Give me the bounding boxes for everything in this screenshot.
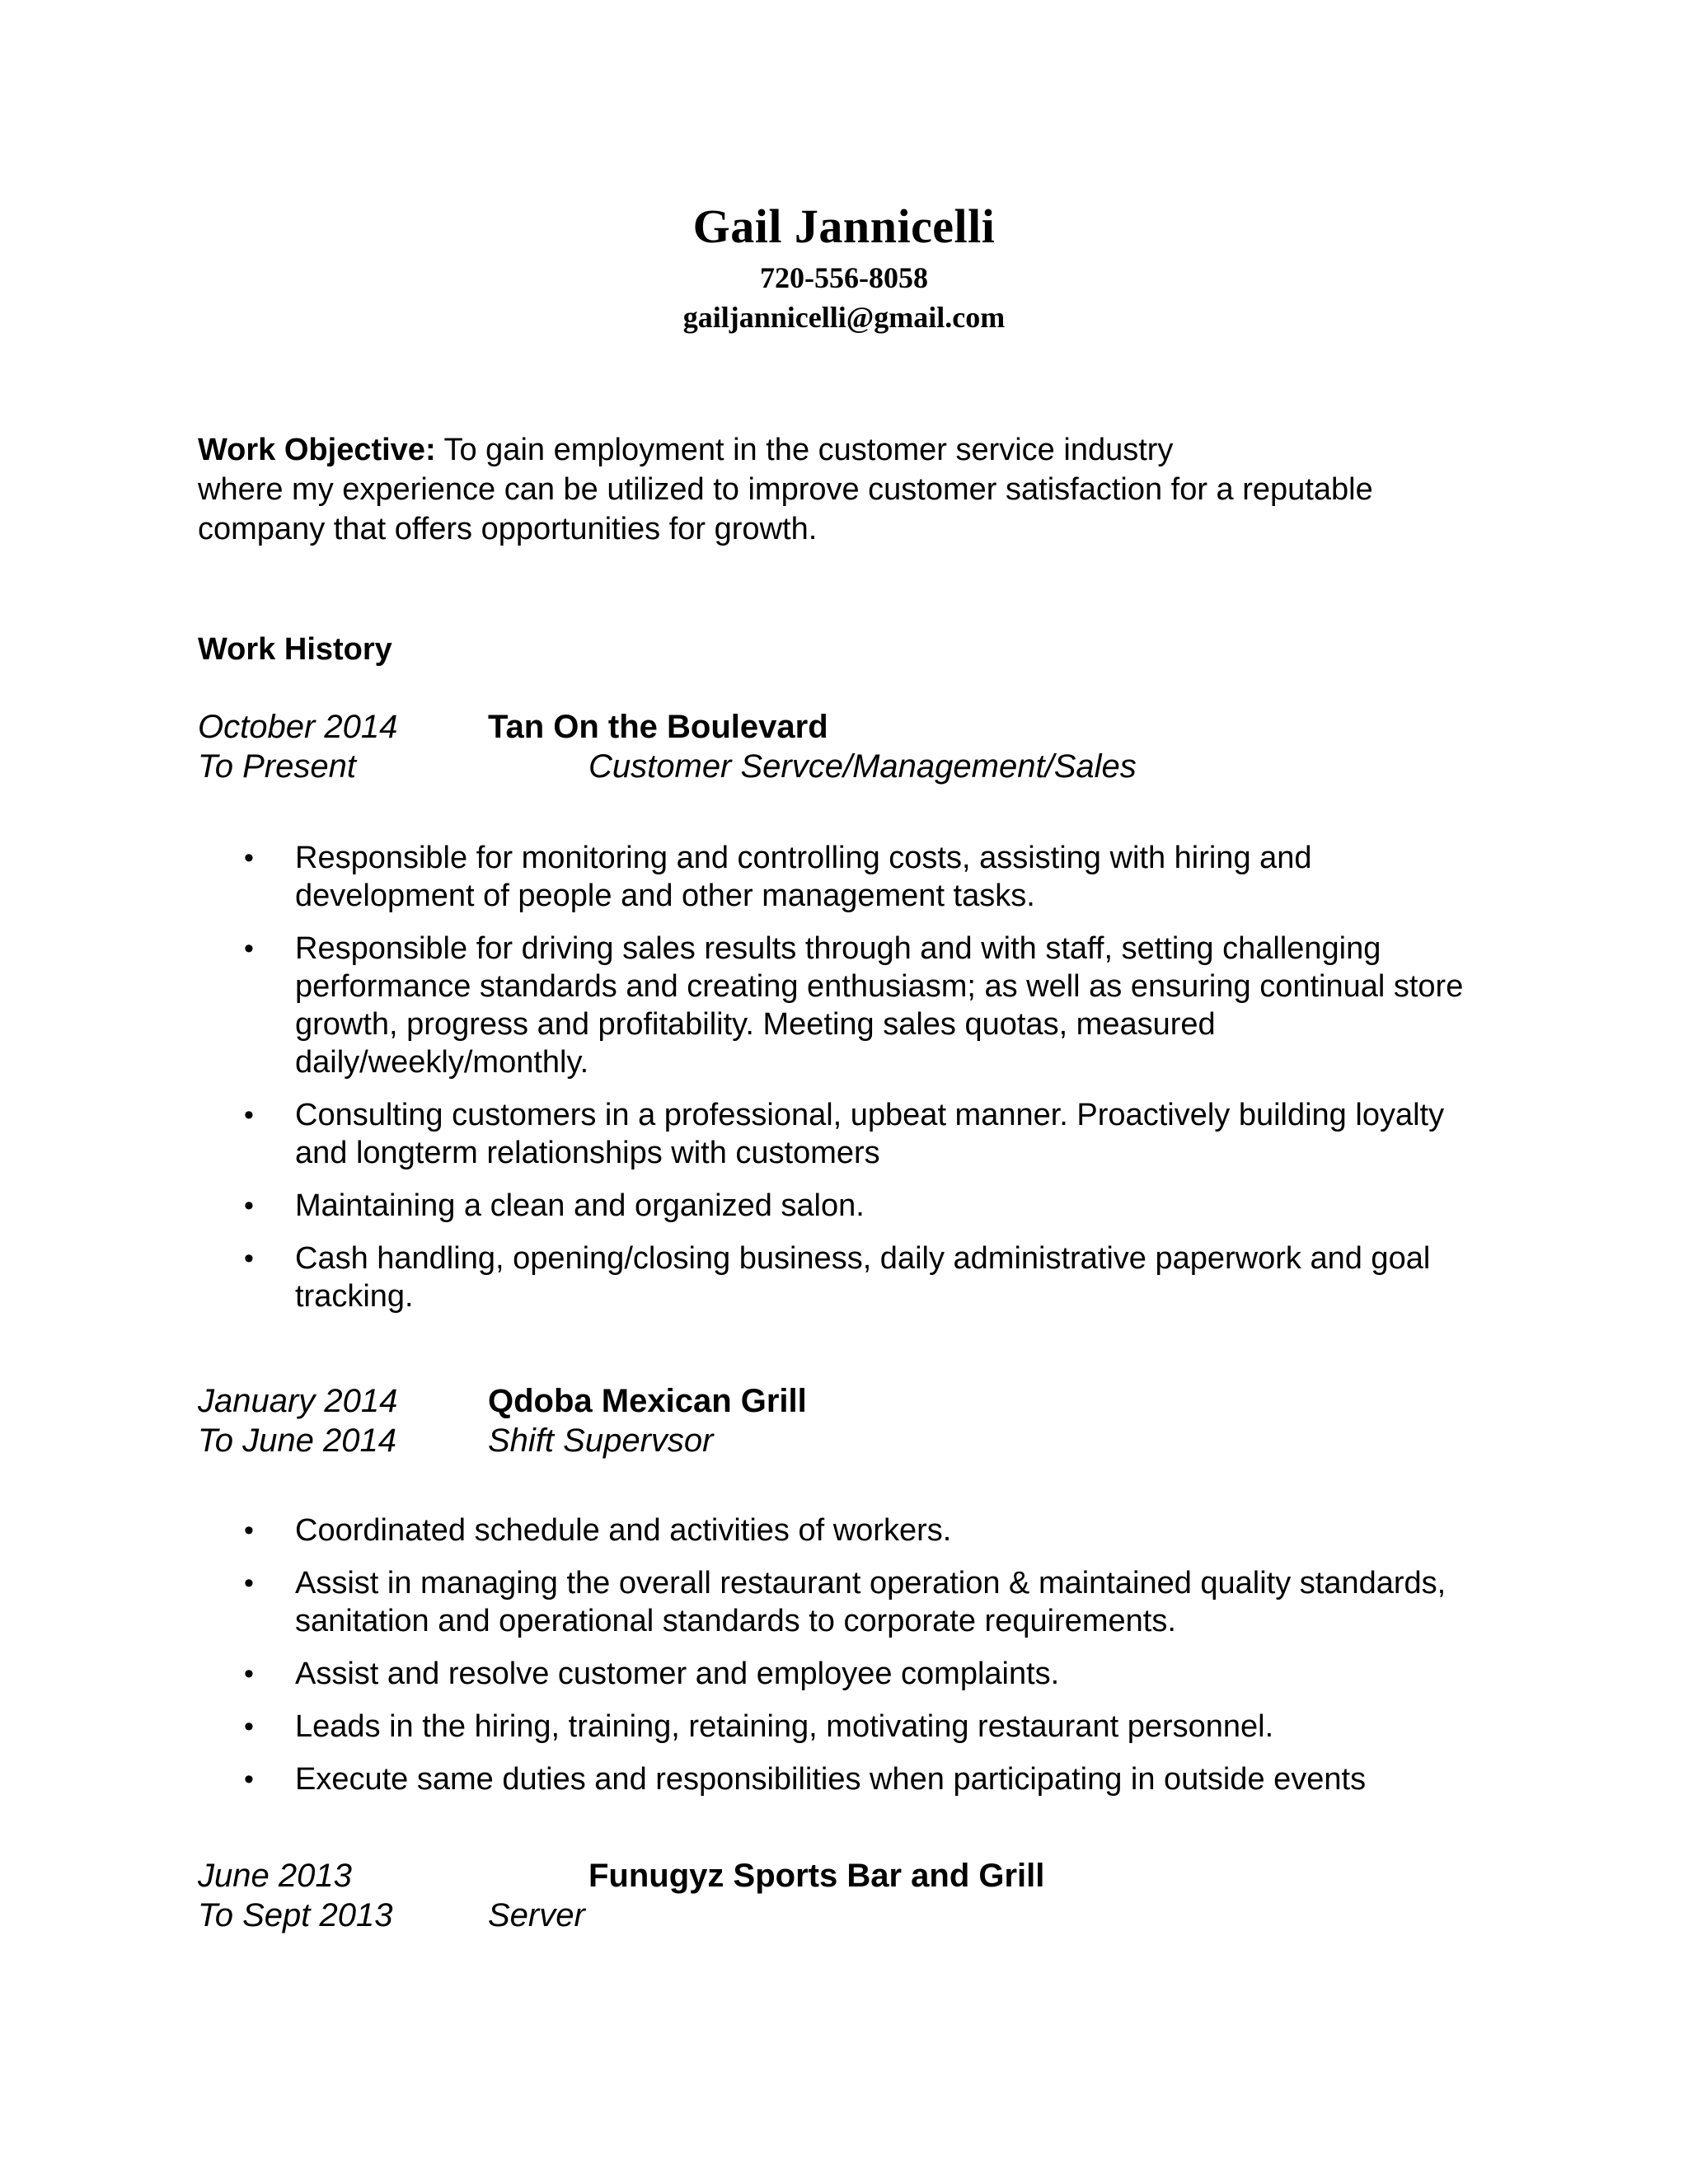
job-title: Shift Supervsor [488,1422,714,1459]
objective-text-3: company that offers opportunities for growth. [198,512,818,546]
candidate-phone: 720-556-8058 [760,261,928,294]
job-date-start: October 2014 [198,709,398,745]
bullet-icon: • [244,1099,254,1131]
job-company: Funugyz Sports Bar and Grill [588,1858,1045,1894]
list-item [198,1240,1484,1315]
objective-label: Work Objective: [198,433,436,467]
bullet-icon: • [244,1243,254,1274]
work-objective [198,430,1484,549]
bullet-icon: • [244,1515,254,1546]
list-item [198,1564,1484,1640]
job-company: Tan On the Boulevard [488,709,828,745]
bullet-icon: • [244,1658,254,1690]
job-duties-1 [198,839,1484,1330]
duty-text: Coordinated schedule and activities of workers. [295,1513,952,1548]
work-history-heading: Work History [198,632,392,667]
job-header-3 [198,1856,1517,1935]
duty-text: Responsible for monitoring and controlling costs, assisting with hiring and development of people and other management tasks. [295,841,1312,913]
bullet-icon: • [244,842,254,874]
list-item [198,1760,1484,1798]
job-header-1 [198,707,1517,786]
objective-text-1: To gain employment in the customer service industry [443,433,1174,467]
job-duties-2 [198,1511,1484,1813]
duty-text: Execute same duties and responsibilities when participating in outside events [295,1762,1367,1797]
duty-text: Leads in the hiring, training, retaining, motivating restaurant personnel. [295,1709,1274,1744]
list-item [198,1187,1484,1225]
candidate-email: gailjannicelli@gmail.com [682,301,1006,334]
job-title: Server [488,1897,585,1933]
job-date-end: To June 2014 [198,1422,396,1459]
list-item [198,1511,1484,1549]
list-item [198,1708,1484,1746]
objective-text-2: where my experience can be utilized to improve customer satisfaction for a reputable [198,472,1373,507]
duty-text: Assist in managing the overall restaurant operation & maintained quality standards, sanitation and operational standards to corporate requirements. [295,1566,1447,1638]
job-date-start: June 2013 [198,1858,352,1894]
objective-line-1 [198,430,1484,470]
bullet-icon: • [244,933,254,964]
candidate-name: Gail Jannicelli [692,199,996,253]
bullet-icon: • [244,1568,254,1599]
job-date-end: To Sept 2013 [198,1897,393,1933]
duty-text: Cash handling, opening/closing business, daily administrative paperwork and goal tracking. [295,1241,1431,1314]
job-date-start: January 2014 [198,1383,398,1419]
job-date-end: To Present [198,748,356,785]
bullet-icon: • [244,1764,254,1795]
list-item [198,930,1484,1081]
list-item [198,1655,1484,1693]
list-item [198,1096,1484,1172]
bullet-icon: • [244,1190,254,1221]
resume-header [0,198,1688,336]
duty-text: Maintaining a clean and organized salon. [295,1188,865,1223]
bullet-icon: • [244,1711,254,1742]
job-title: Customer Servce/Management/Sales [588,748,1137,785]
duty-text: Assist and resolve customer and employee complaints. [295,1657,1060,1691]
job-company: Qdoba Mexican Grill [488,1383,807,1419]
duty-text: Responsible for driving sales results through and with staff, setting challenging performance standards and creating enthusiasm; as well as ensuring continual store growth, progress and profitability. Meeting sales quotas, measured daily/weekly/monthly. [295,931,1464,1080]
duty-text: Consulting customers in a professional, upbeat manner. Proactively building loyalty and longterm relationships with customers [295,1098,1445,1170]
list-item [198,839,1484,915]
job-header-2 [198,1381,1517,1460]
